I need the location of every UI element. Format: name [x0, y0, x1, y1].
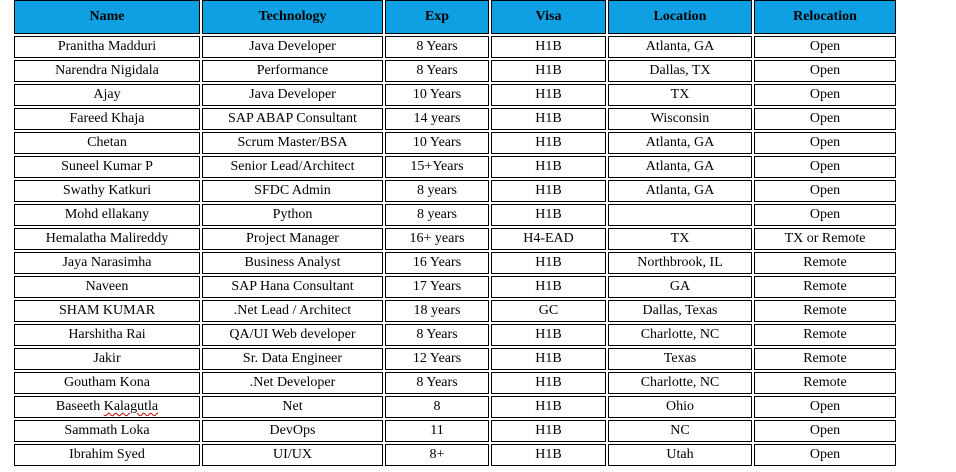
cell-technology: Net [202, 396, 383, 418]
cell-relocation: Open [754, 444, 896, 466]
table-row [14, 36, 896, 58]
cell-name: Chetan [14, 132, 200, 154]
cell-name: Jaya Narasimha [14, 252, 200, 274]
cell-technology: DevOps [202, 420, 383, 442]
cell-exp: 8 years [385, 204, 489, 226]
header-name: Name [14, 0, 200, 34]
cell-location: Texas [608, 348, 752, 370]
cell-location: Atlanta, GA [608, 156, 752, 178]
cell-visa: H4-EAD [491, 228, 606, 250]
cell-name: Narendra Nigidala [14, 60, 200, 82]
cell-location [608, 204, 752, 226]
table-row [14, 84, 896, 106]
header-visa: Visa [491, 0, 606, 34]
cell-relocation: Open [754, 156, 896, 178]
cell-name: Harshitha Rai [14, 324, 200, 346]
cell-technology: Python [202, 204, 383, 226]
cell-name: Pranitha Madduri [14, 36, 200, 58]
cell-location: Charlotte, NC [608, 324, 752, 346]
cell-technology: Scrum Master/BSA [202, 132, 383, 154]
cell-name: Swathy Katkuri [14, 180, 200, 202]
spellcheck-mark: Kalagutla [103, 399, 159, 414]
cell-exp: 14 years [385, 108, 489, 130]
cell-location: Utah [608, 444, 752, 466]
header-row [14, 0, 896, 34]
cell-name: Jakir [14, 348, 200, 370]
cell-visa: H1B [491, 324, 606, 346]
cell-location: Dallas, TX [608, 60, 752, 82]
header-exp: Exp [385, 0, 489, 34]
cell-location: Atlanta, GA [608, 36, 752, 58]
cell-exp: 10 Years [385, 84, 489, 106]
table-row [14, 324, 896, 346]
table-row [14, 156, 896, 178]
cell-name: Ajay [14, 84, 200, 106]
cell-visa: H1B [491, 36, 606, 58]
cell-relocation: Open [754, 180, 896, 202]
cell-relocation: Open [754, 132, 896, 154]
cell-visa: H1B [491, 84, 606, 106]
cell-technology: Java Developer [202, 36, 383, 58]
cell-technology: Sr. Data Engineer [202, 348, 383, 370]
table-row [14, 204, 896, 226]
cell-relocation: Open [754, 396, 896, 418]
cell-technology: .Net Developer [202, 372, 383, 394]
cell-visa: H1B [491, 276, 606, 298]
cell-technology: QA/UI Web developer [202, 324, 383, 346]
cell-name: Mohd ellakany [14, 204, 200, 226]
cell-relocation: TX or Remote [754, 228, 896, 250]
cell-name: Sammath Loka [14, 420, 200, 442]
cell-technology: .Net Lead / Architect [202, 300, 383, 322]
candidate-table [12, 0, 898, 468]
cell-relocation: Open [754, 84, 896, 106]
cell-exp: 11 [385, 420, 489, 442]
cell-exp: 8+ [385, 444, 489, 466]
cell-relocation: Open [754, 36, 896, 58]
cell-technology: SAP ABAP Consultant [202, 108, 383, 130]
cell-location: GA [608, 276, 752, 298]
cell-technology: Java Developer [202, 84, 383, 106]
cell-name: Suneel Kumar P [14, 156, 200, 178]
cell-relocation: Open [754, 420, 896, 442]
cell-exp: 8 Years [385, 372, 489, 394]
cell-location: Dallas, Texas [608, 300, 752, 322]
cell-relocation: Remote [754, 348, 896, 370]
table-row [14, 348, 896, 370]
cell-visa: H1B [491, 444, 606, 466]
candidate-table-container [12, 0, 898, 468]
cell-name: Baseeth Kalagutla [14, 396, 200, 418]
cell-name: Fareed Khaja [14, 108, 200, 130]
cell-relocation: Open [754, 204, 896, 226]
cell-location: Wisconsin [608, 108, 752, 130]
cell-exp: 16 Years [385, 252, 489, 274]
cell-relocation: Remote [754, 276, 896, 298]
cell-technology: SFDC Admin [202, 180, 383, 202]
cell-exp: 17 Years [385, 276, 489, 298]
cell-exp: 8 [385, 396, 489, 418]
cell-location: Atlanta, GA [608, 180, 752, 202]
cell-name: Goutham Kona [14, 372, 200, 394]
cell-exp: 12 Years [385, 348, 489, 370]
cell-visa: H1B [491, 60, 606, 82]
table-row [14, 180, 896, 202]
cell-relocation: Open [754, 60, 896, 82]
table-body [14, 36, 896, 466]
table-row [14, 108, 896, 130]
table-row [14, 252, 896, 274]
cell-visa: H1B [491, 156, 606, 178]
cell-exp: 18 years [385, 300, 489, 322]
cell-name: SHAM KUMAR [14, 300, 200, 322]
cell-visa: GC [491, 300, 606, 322]
cell-exp: 8 years [385, 180, 489, 202]
cell-visa: H1B [491, 420, 606, 442]
cell-exp: 16+ years [385, 228, 489, 250]
cell-technology: SAP Hana Consultant [202, 276, 383, 298]
cell-exp: 8 Years [385, 324, 489, 346]
cell-relocation: Open [754, 108, 896, 130]
cell-visa: H1B [491, 396, 606, 418]
cell-exp: 8 Years [385, 36, 489, 58]
cell-name: Ibrahim Syed [14, 444, 200, 466]
cell-relocation: Remote [754, 300, 896, 322]
table-row [14, 420, 896, 442]
cell-name: Naveen [14, 276, 200, 298]
cell-relocation: Remote [754, 252, 896, 274]
cell-visa: H1B [491, 204, 606, 226]
cell-technology: Project Manager [202, 228, 383, 250]
table-row [14, 444, 896, 466]
cell-exp: 15+Years [385, 156, 489, 178]
cell-technology: Business Analyst [202, 252, 383, 274]
table-row [14, 276, 896, 298]
cell-visa: H1B [491, 180, 606, 202]
header-technology: Technology [202, 0, 383, 34]
cell-location: TX [608, 84, 752, 106]
cell-technology: Senior Lead/Architect [202, 156, 383, 178]
table-row [14, 132, 896, 154]
cell-visa: H1B [491, 132, 606, 154]
cell-visa: H1B [491, 108, 606, 130]
header-location: Location [608, 0, 752, 34]
table-row [14, 372, 896, 394]
cell-exp: 10 Years [385, 132, 489, 154]
cell-location: Charlotte, NC [608, 372, 752, 394]
table-row [14, 228, 896, 250]
cell-technology: Performance [202, 60, 383, 82]
cell-exp: 8 Years [385, 60, 489, 82]
cell-location: NC [608, 420, 752, 442]
cell-relocation: Remote [754, 324, 896, 346]
cell-visa: H1B [491, 252, 606, 274]
cell-visa: H1B [491, 348, 606, 370]
header-relocation: Relocation [754, 0, 896, 34]
table-row [14, 300, 896, 322]
cell-location: Ohio [608, 396, 752, 418]
cell-relocation: Remote [754, 372, 896, 394]
cell-visa: H1B [491, 372, 606, 394]
cell-technology: UI/UX [202, 444, 383, 466]
table-row [14, 396, 896, 418]
cell-location: Atlanta, GA [608, 132, 752, 154]
table-row [14, 60, 896, 82]
cell-location: Northbrook, IL [608, 252, 752, 274]
cell-location: TX [608, 228, 752, 250]
cell-name: Hemalatha Malireddy [14, 228, 200, 250]
